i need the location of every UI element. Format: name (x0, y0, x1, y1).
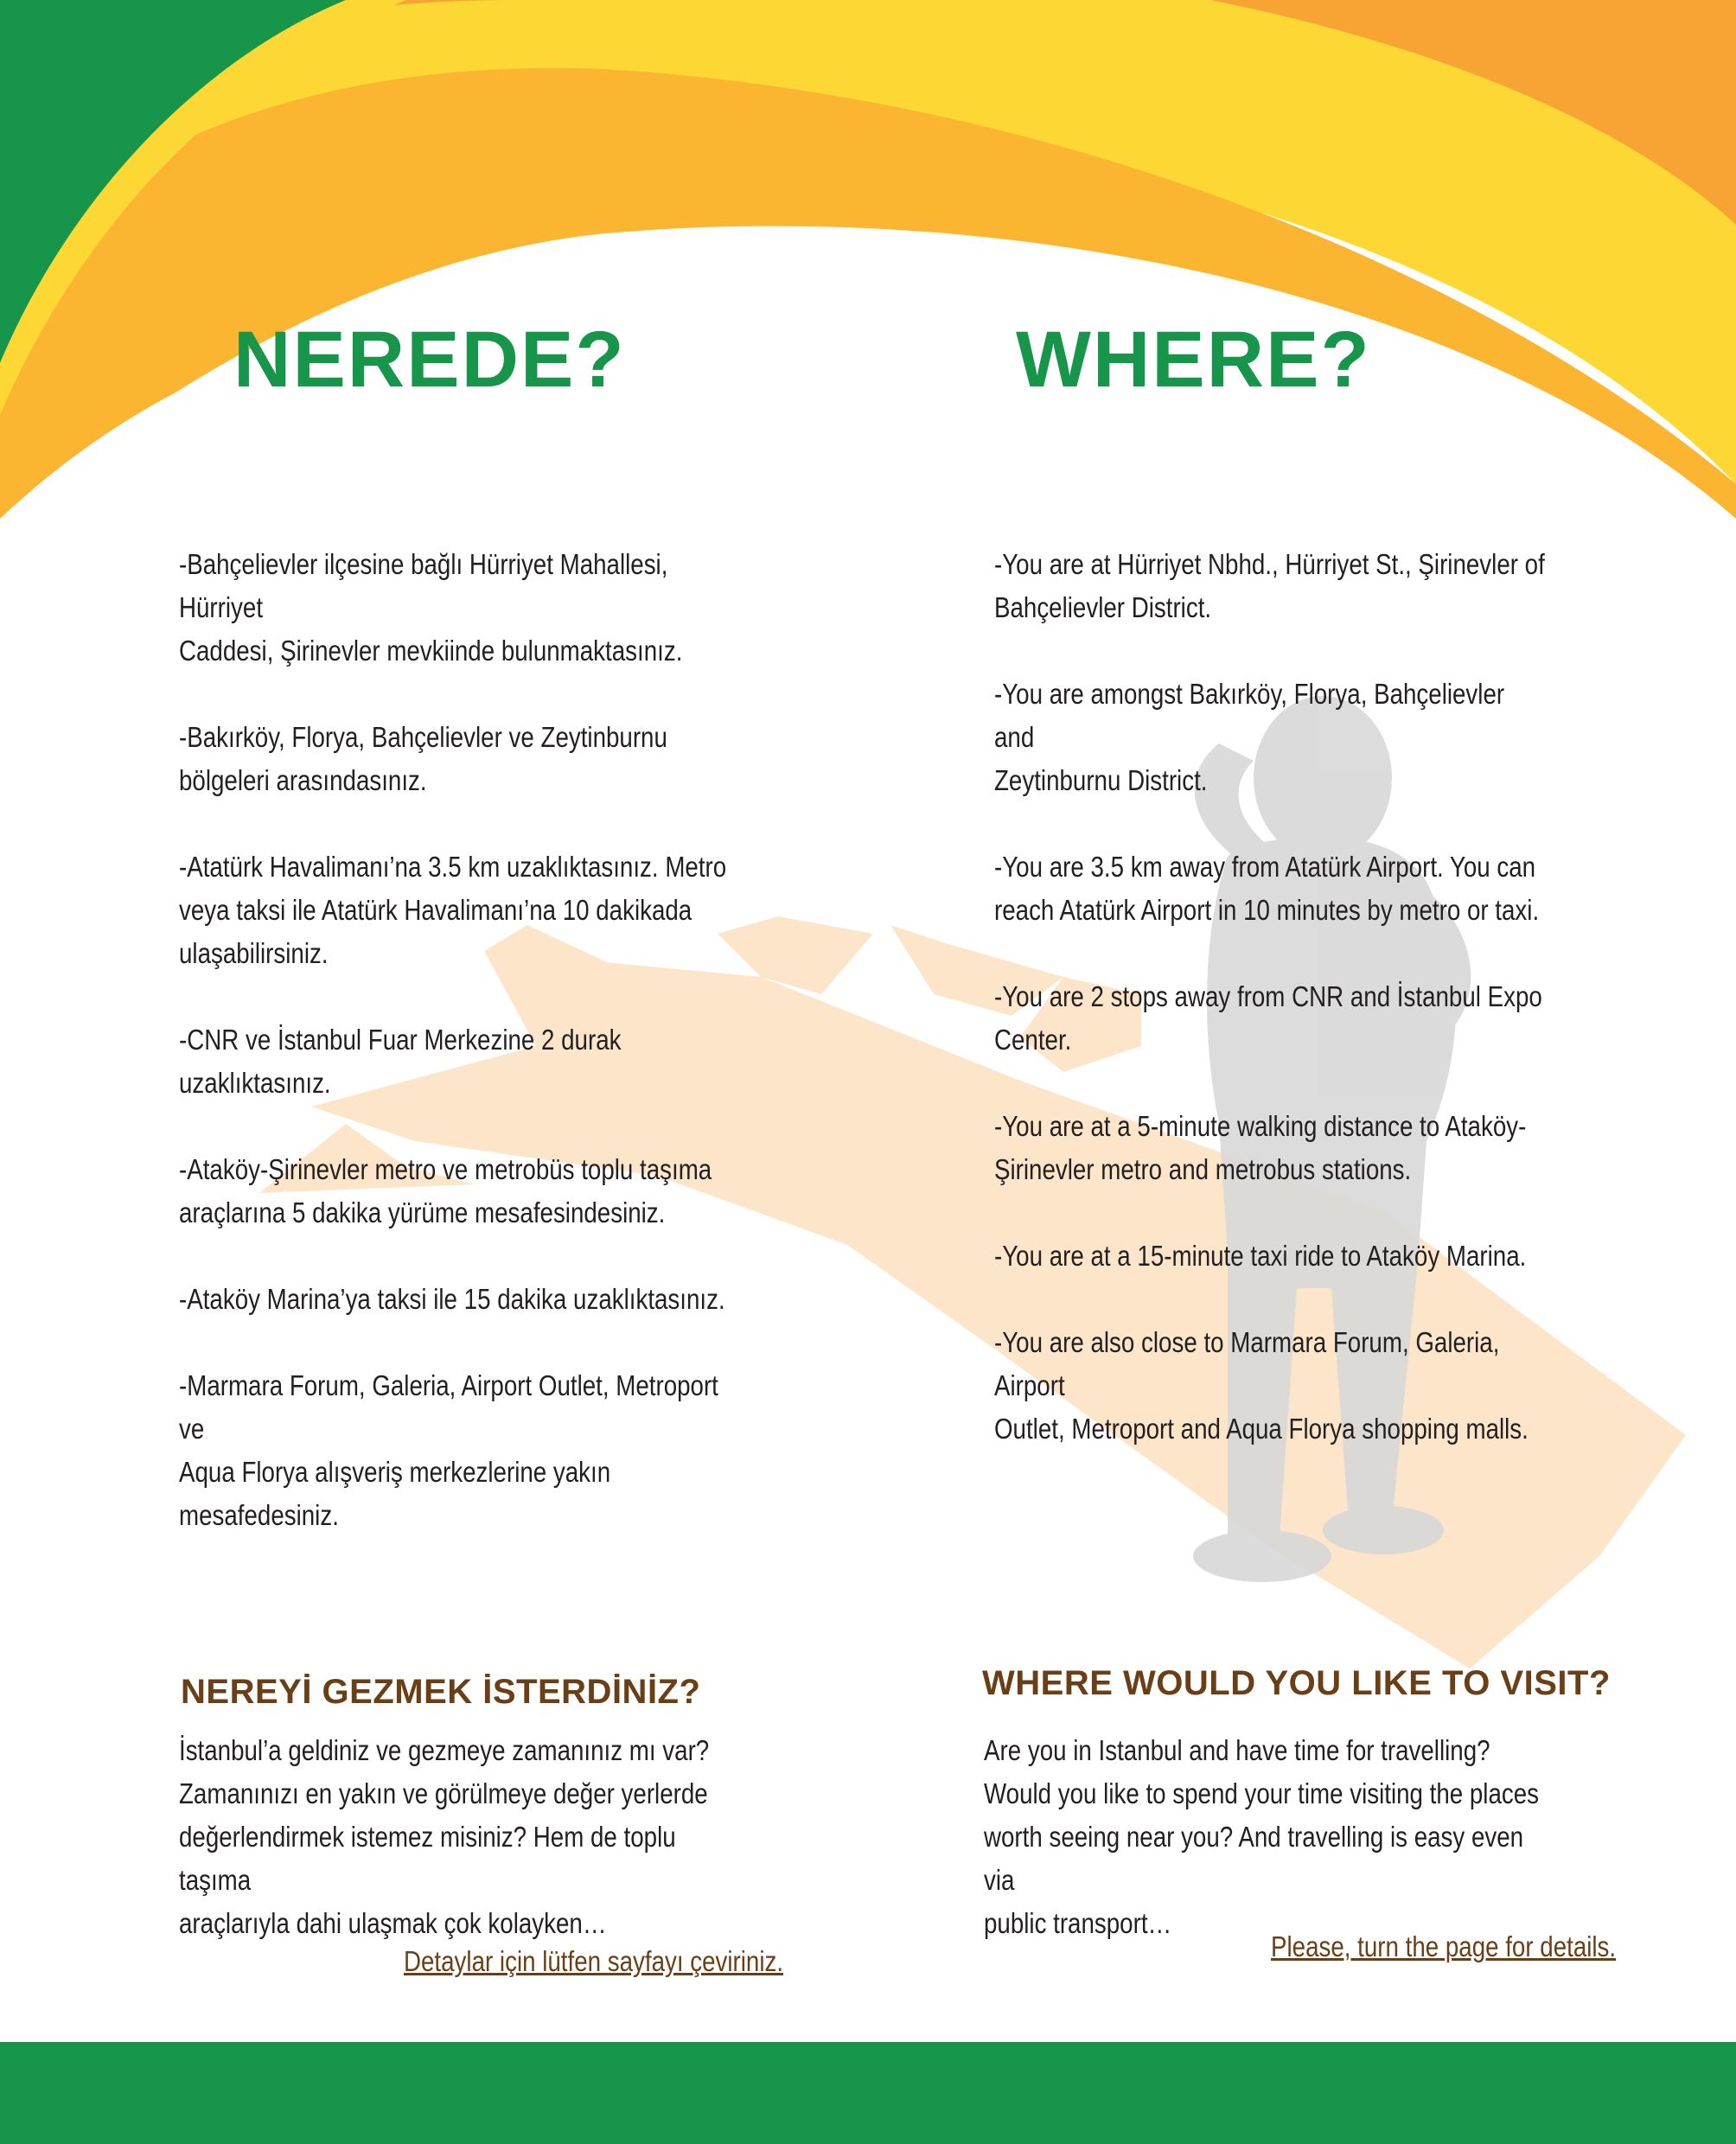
list-item: -You are 2 stops away from CNR and İstanbul Expo Center. (994, 980, 1542, 1056)
turkish-visit-text: İstanbul’a geldiniz ve gezmeye zamanınız mı var? Zamanınızı en yakın ve görülmeye değer yerlerde değerlendirmek istemez misiniz? Hem de toplu taşıma araçlarıyla dahi ulaşmak çok kolayken… (179, 1734, 710, 1939)
list-item: -You are at Hürriyet Nbhd., Hürriyet St., Şirinevler of Bahçelievler District. (994, 548, 1545, 623)
english-info-list (994, 543, 1546, 1494)
list-item: -Atatürk Havalimanı’na 3.5 km uzaklıktasınız. Metro veya taksi ile Atatürk Havalimanı’na 10 dakikada ulaşabilirsiniz. (179, 851, 727, 969)
list-item: -You are also close to Marmara Forum, Galeria, Airport Outlet, Metroport and Aqua Florya shopping malls. (994, 1326, 1529, 1445)
list-item: -Ataköy Marina’ya taksi ile 15 dakika uzaklıktasınız. (179, 1283, 725, 1315)
turkish-visit-title: NEREYİ GEZMEK İSTERDİNİZ? (181, 1673, 701, 1711)
english-visit-title: WHERE WOULD YOU LIKE TO VISIT? (982, 1664, 1611, 1702)
list-item: -Bahçelievler ilçesine bağlı Hürriyet Mahallesi, Hürriyet Caddesi, Şirinevler mevkiinde bulunmaktasınız. (179, 548, 683, 667)
list-item: -You are 3.5 km away from Atatürk Airport. You can reach Atatürk Airport in 10 minutes by metro or taxi. (994, 851, 1540, 926)
turkish-info-list (179, 543, 731, 1580)
bottom-green-band (0, 2042, 1736, 2144)
english-heading: WHERE? (1016, 316, 1371, 404)
list-item: -You are at a 15-minute taxi ride to Ataköy Marina. (994, 1240, 1527, 1272)
list-item: -You are at a 5-minute walking distance to Ataköy- Şirinevler metro and metrobus stations. (994, 1110, 1527, 1185)
list-item: -Ataköy-Şirinevler metro ve metrobüs toplu taşıma araçlarına 5 dakika yürüme mesafesindesiniz. (179, 1153, 712, 1228)
list-item: -Marmara Forum, Galeria, Airport Outlet, Metroport ve Aqua Florya alışveriş merkezlerine yakın mesafedesiniz. (179, 1369, 718, 1531)
list-item: -CNR ve İstanbul Fuar Merkezine 2 durak uzaklıktasınız. (179, 1024, 622, 1099)
english-visit-text: Are you in Istanbul and have time for travelling? Would you like to spend your time visiting the places worth seeing near you? And travelling is easy even via public transport… (984, 1734, 1540, 1939)
list-item: -Bakırköy, Florya, Bahçelievler ve Zeytinburnu bölgeleri arasındasınız. (179, 721, 667, 796)
list-item: -You are amongst Bakırköy, Florya, Bahçelievler and Zeytinburnu District. (994, 678, 1505, 796)
turkish-details-link[interactable]: Detaylar için lütfen sayfayı çeviriniz. (404, 1945, 784, 1977)
turkish-heading: NEREDE? (233, 316, 626, 404)
english-details-link[interactable]: Please, turn the page for details. (1271, 1930, 1617, 1962)
